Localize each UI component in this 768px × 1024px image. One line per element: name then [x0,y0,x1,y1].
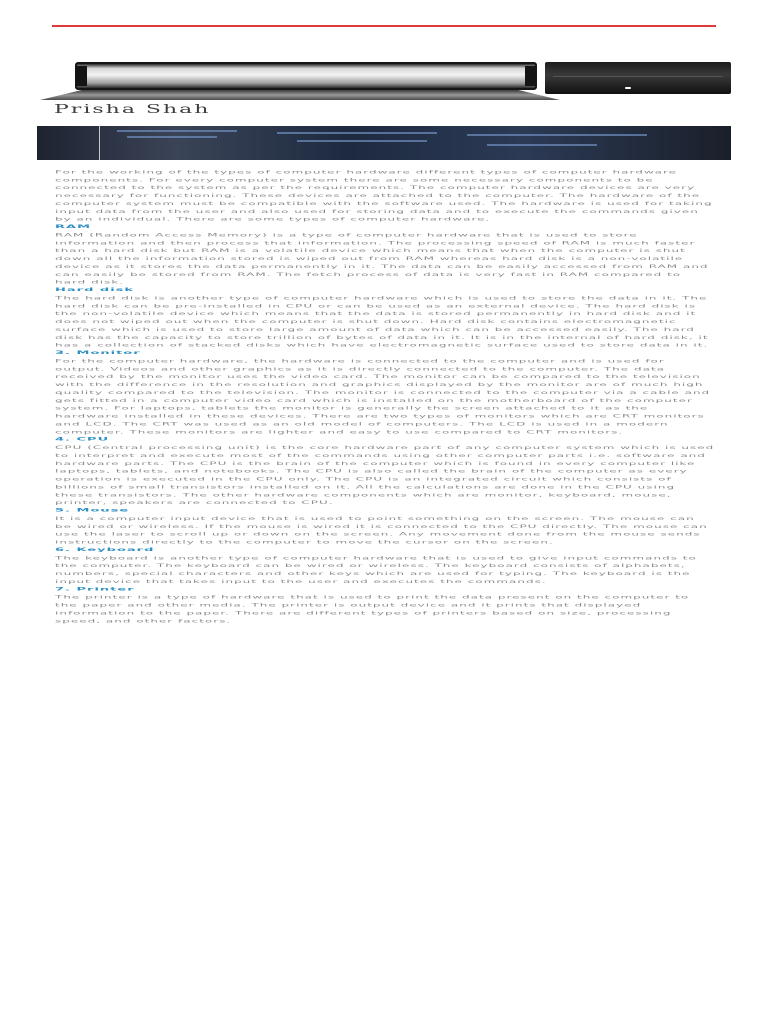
device-image-wide [75,62,537,90]
device-image-stand [40,90,560,100]
section-heading-cpu: 4. CPU [55,436,110,443]
article-intro: For the working of the types of computer hardware different types of computer hardware components. For every computer system there are some necessary components to be connected to the system as per the requirements. The computer hardware devices are very necessary for functioning. These devices are attached to the computer. The hardware of the computer system must be compatible with the software used. The hardware is used for taking input data from the user and also used for storing data and to execute the commands given by an individual. There are some types of computer hardware. [55,169,713,222]
banner-frame-edge [99,126,100,160]
device-box-slot [553,76,723,77]
section-body-keyboard: The keyboard is another type of computer hardware that is used to give input commands to the computer. The keyboard can be wired or wireless. The keyboard consists of alphabets, numbers, special characters and other keys which are used for typing. The keyboard is the input device that takes input to the user and executes the commands. [55,555,697,584]
banner-code-line [487,144,597,146]
section-body-hard-disk: The hard disk is another type of computer hardware which is used to store the data in it. The hard disk can be pre-installed in CPU or can be used as an external device. The hard disk is the non-volatile device which means that the data is stored permanently in hard disk and it does not wiped out when the computer is shut down. Hard disk contains electromagnetic surface which is used to store large amount of data which can be accessed easily. The hard disk has the capacity to store trillion of bytes of data in it. It is in the internal of hard disk, it has a collection of stacked disks which have electromagnetic surface used to store data in it. [55,295,709,348]
section-heading-keyboard: 6. Keyboard [55,547,155,553]
section-body-printer: The printer is a type of hardware that is used to print the data present on the computer to the paper and other media. The printer is output device and it prints that displayed information to the paper. There are different types of printers based on size, processing speed, and other factors. [55,594,690,624]
section-heading-hard-disk: Hard disk [55,287,135,293]
section-body-cpu: CPU (Central processing unit) is the core hardware part of any computer system which is used to interpret and execute most of the commands using other computer parts i.e. software and hardware parts. The CPU is the brain of the computer which is found in every computer like laptops, tablets, and notebooks. The CPU is also called the brain of the computer as every operation is executed in the CPU only. The CPU is an integrated circuit which consists of billions of small transistors installed on it. All the calculations are done in the CPU using these transistors. The other hardware components which are monitor, keyboard, mouse, printer, speakers are connected to CPU. [55,445,715,506]
section-heading-printer: 7. Printer [55,586,135,592]
author-name: Prisha Shah [54,104,211,115]
code-banner-image [37,126,731,160]
section-heading-mouse: 5. Mouse [55,507,130,513]
banner-code-line [117,130,237,132]
top-divider [52,25,716,27]
section-body-monitor: For the computer hardware, the hardware is connected to the computer and is used for output. Videos and other graphics as it is directly connected to the computer. The data received by the monitor uses the video card. The monitor can be compared to the television with the difference in the resolution and graphics displayed by the monitor are of much high quality compared to the television. The monitor is connected to the computer via a cable and gets fitted in a computer video card which is installed on the motherboard of the computer system. For laptops, tablets the monitor is generally the screen attached to it as the hardware installed in these devices. There are two types of monitors which are CRT monitors and LCD. The CRT was used as an old model of computers. The LCD is used in a modern computer. These monitors are lighter and easy to use compared to CRT monitors. [55,358,711,435]
article-body [55,168,715,948]
banner-code-line [127,136,217,138]
section-body-mouse: It is a computer input device that is used to point something on the screen. The mouse can be wired or wireless. If the mouse is wired it is connected to the CPU directly. The mouse can use the laser to scroll up or down on the screen. Any movement done from the mouse sends instructions directly to the computer to move the cursor on the screen. [55,515,708,545]
device-image-box [545,62,731,94]
banner-code-line [277,132,437,134]
section-body-ram: RAM (Random Access Memory) is a type of computer hardware that is used to store information and then process that information. The processing speed of RAM is much faster than a hard disk but RAM is a volatile device which means that when the computer is shut down all the information stored is wiped out from RAM whereas hard disk is a non-volatile device as it stores the data permanently in it. The data can be easily accessed from RAM and can easily be stored from RAM. The fetch process of data is very fast in RAM compared to hard disk. [55,232,709,285]
device-box-led [625,87,631,89]
banner-code-line [467,134,647,136]
section-heading-monitor: 3. Monitor [55,350,141,356]
section-heading-ram: RAM [55,224,92,230]
banner-code-line [297,140,427,142]
